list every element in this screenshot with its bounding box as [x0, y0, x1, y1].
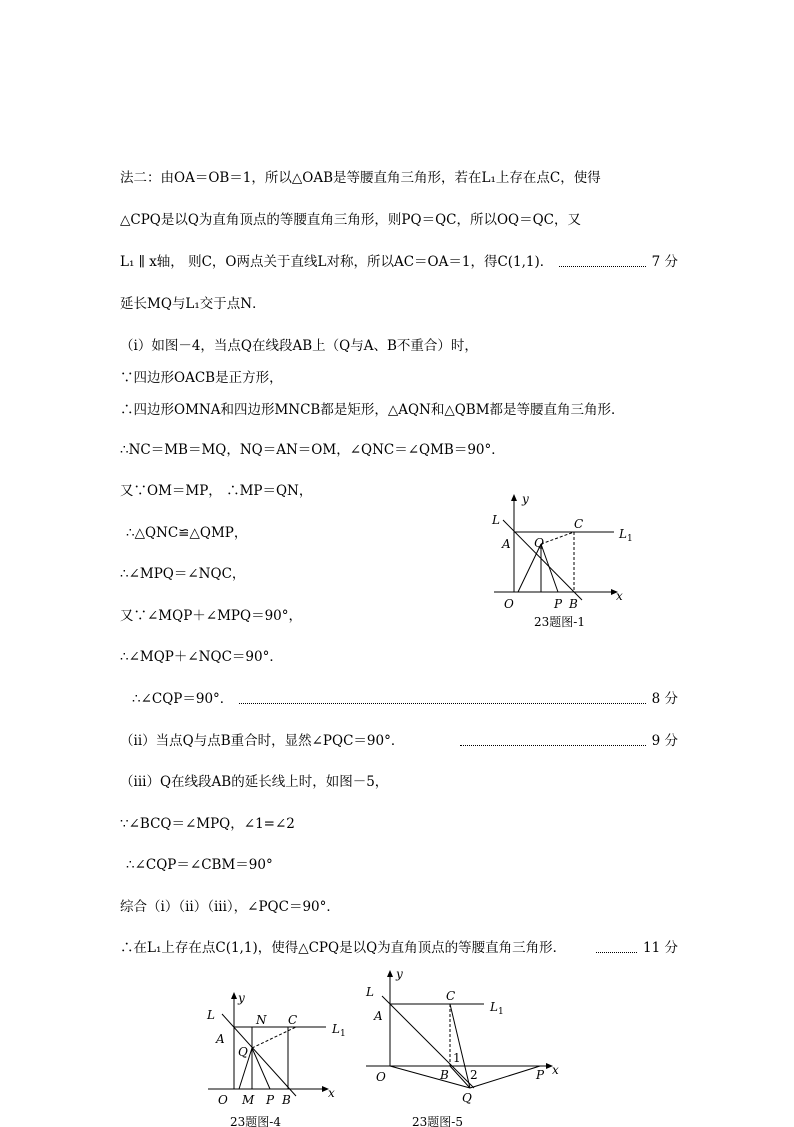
fig5-angle-2-label: 2 — [470, 1068, 478, 1082]
score-mark-9: 9 分 — [651, 733, 678, 749]
leader-dots — [460, 737, 645, 746]
fig5-x-label: x — [552, 1063, 559, 1077]
text-line-13: ∴∠MQP＋∠NQC＝90°． — [120, 649, 283, 665]
fig5-P-label: P — [536, 1068, 545, 1082]
leader-dots — [239, 695, 645, 704]
text-line-7: ∴四边形OMNA和四边形MNCB都是矩形，△AQN和△QBM都是等腰直角三角形． — [120, 402, 625, 418]
figure-23-5 — [360, 966, 570, 1127]
fig1-O-label: O — [504, 597, 514, 611]
fig5-C-label: C — [446, 989, 456, 1003]
fig4-C-label: C — [288, 1013, 298, 1027]
fig4-A-label: A — [216, 1032, 225, 1046]
leader-dots — [559, 258, 645, 267]
text-line-10: ∴△QNC≌△QMP， — [126, 525, 248, 541]
text-line-19: 综合（i）（ii）（iii），∠PQC＝90°． — [120, 899, 340, 915]
score-mark-7: 7 分 — [651, 254, 678, 270]
text-line-15-content: （ii）当点Q与点B重合时，显然∠PQC＝90°． — [120, 733, 405, 749]
figure-23-1 — [488, 492, 638, 632]
text-line-20-content: ∴在L₁上存在点C(1,1)，使得△CPQ是以Q为直角顶点的等腰直角三角形． — [120, 940, 567, 956]
fig1-x-label: x — [616, 589, 623, 603]
text-line-8: ∴NC＝MB＝MQ，NQ＝AN＝OM，∠QNC＝∠QMB＝90°． — [120, 442, 505, 458]
fig4-caption: 23题图-4 — [230, 1115, 281, 1127]
leader-dots — [596, 944, 637, 953]
text-line-11: ∴∠MPQ＝∠NQC， — [120, 566, 246, 582]
fig5-caption: 23题图-5 — [412, 1115, 463, 1127]
fig4-O-label: O — [218, 1093, 228, 1107]
score-mark-11: 11 分 — [643, 940, 678, 956]
text-line-6: ∵四边形OACB是正方形， — [120, 370, 283, 386]
fig5-A-label: A — [374, 1009, 383, 1023]
fig4-x-label: x — [328, 1086, 335, 1100]
text-line-3 — [120, 252, 678, 272]
text-line-18: ∴∠CQP＝∠CBM＝90° — [126, 857, 273, 873]
text-line-14 — [132, 689, 678, 709]
fig1-P-label: P — [554, 597, 563, 611]
fig1-L-label: L — [492, 513, 500, 527]
fig1-y-label: y — [522, 492, 529, 506]
text-line-12: 又∵∠MQP＋∠MPQ＝90°， — [120, 608, 302, 624]
text-line-1: 法二：由OA＝OB＝1，所以△OAB是等腰直角三角形，若在L₁上存在点C，使得 — [120, 170, 601, 186]
text-line-17: ∵∠BCQ＝∠MPQ，∠1=∠2 — [120, 816, 295, 832]
text-line-2: △CPQ是以Q为直角顶点的等腰直角三角形，则PQ＝QC，所以OQ＝QC，又 — [120, 212, 582, 228]
fig4-B-label: B — [282, 1093, 291, 1107]
fig5-Q-label: Q — [462, 1091, 472, 1105]
score-mark-8: 8 分 — [651, 691, 678, 707]
fig4-y-label: y — [238, 991, 245, 1005]
figure-23-4-diagram — [204, 986, 354, 1127]
text-line-16: （iii）Q在线段AB的延长线上时，如图－5， — [120, 774, 389, 790]
fig1-A-label: A — [502, 537, 511, 551]
text-line-4: 延长MQ与L₁交于点N． — [120, 296, 266, 312]
fig4-M-label: M — [242, 1093, 255, 1107]
figure-23-4 — [204, 986, 354, 1127]
fig1-Q-label: Q — [534, 536, 544, 550]
fig4-P-label: P — [266, 1093, 275, 1107]
fig5-y-label: y — [396, 967, 403, 981]
fig5-angle-1-label: 1 — [453, 1051, 461, 1065]
fig1-B-label: B — [569, 597, 578, 611]
fig1-caption: 23题图-1 — [534, 615, 585, 629]
fig4-L-label: L — [207, 1008, 215, 1022]
fig5-B-label: B — [440, 1068, 449, 1082]
text-line-14-content: ∴∠CQP＝90°． — [132, 691, 234, 707]
fig1-L1-label: $L_1$ — [619, 527, 633, 544]
fig4-L1-label: $L_1$ — [332, 1022, 346, 1039]
figure-23-1-diagram — [488, 492, 638, 632]
fig1-C-label: C — [574, 517, 584, 531]
fig5-O-label: O — [376, 1070, 386, 1084]
text-line-15 — [120, 731, 678, 751]
text-line-9: 又∵OM＝MP， ∴MP＝QN， — [120, 483, 313, 499]
text-line-3-content: L₁ ∥ x轴， 则C，O两点关于直线L对称，所以AC＝OA＝1，得C(1,1)． — [120, 254, 554, 270]
fig4-Q-label: Q — [238, 1045, 248, 1059]
fig4-N-label: N — [256, 1013, 267, 1027]
figure-23-5-diagram — [360, 966, 570, 1127]
text-line-5: （i）如图－4，当点Q在线段AB上（Q与A、B不重合）时， — [120, 338, 478, 354]
fig5-L-label: L — [366, 985, 374, 999]
text-line-20 — [120, 938, 678, 958]
fig5-L1-label: $L_1$ — [490, 1000, 504, 1017]
